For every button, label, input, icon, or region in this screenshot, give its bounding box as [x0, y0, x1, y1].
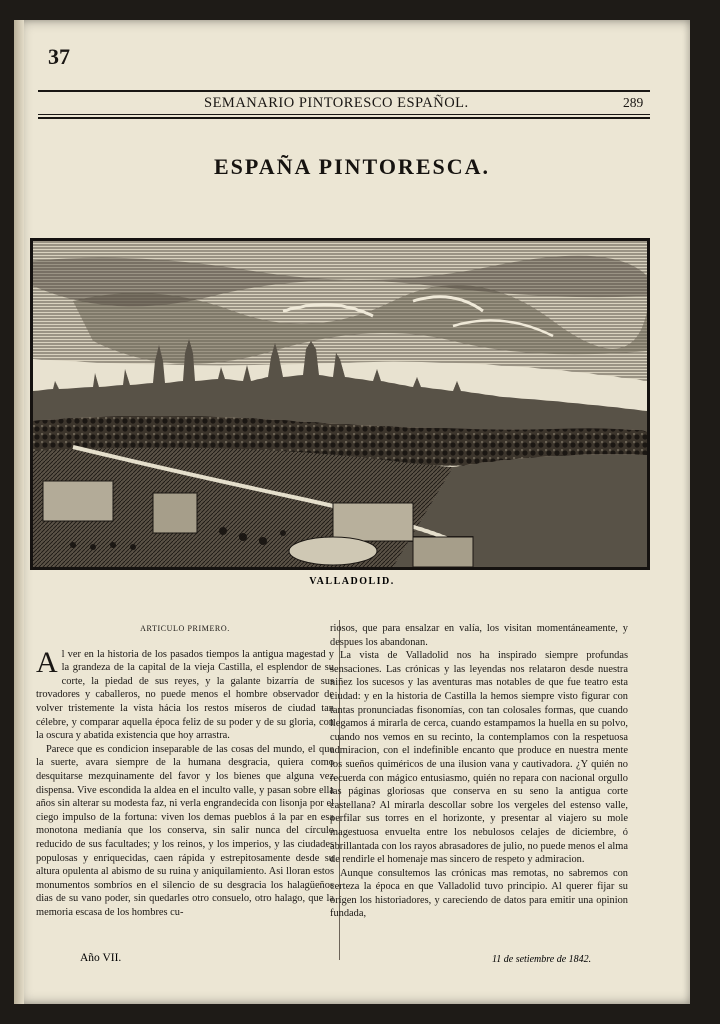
page-number: 289 [623, 95, 644, 110]
newspaper-page [14, 20, 690, 1004]
article-paragraph: La vista de Valladolid nos ha inspirado siempre profundas sensaciones. Las crónicas y las leyendas nos relataron desde nuestra niñez los sucesos y las aventuras mas notables de que fue teatro esta ciudad: y en la historia de Castilla la hemos siempre visto figurar con tantas pronunciadas fisonomías, con tan colosales formas, que cuando llegamos á mirarla de cerca, cuando estampamos la huella en su polvo, cuando nos vemos en su recinto, la contemplamos con la respetuosa admiracion, con el indefinible encanto que produce en nuestra mente los sueños quiméricos de una ilusion vana y cautivadora. ¿Y quién no recuerda con mágico entusiasmo, quién no repara con nacional orgullo las páginas gloriosas que conserva en su seno la antigua corte castellana? Al mirarla descollar sobre los vergeles del estenso valle, perfilar sus torres en el horizonte, y presentar al viajero su mole magestuosa envuelta entre los nebulosos celajes de diciembre, ó abrillantada con los rayos abrasadores de julio, no puede menos el alma de rendirle el homenaje mas sincero de respeto y admiracion. [330, 650, 628, 866]
page-header [38, 44, 650, 120]
article-paragraph: Parece que es condicion inseparable de las cosas del mundo, el que la suerte, avara siempre de la humana desgracia, quiera como desquitarse mezquinamente del favor y los bienes que alguna vez dispensa. Vive escondida la aldea en el inculto valle, y pasan sobre ella años sin alterar su modesta faz, ni verla engrandecida con lisonja por el ciego impulso de la fortuna: viven los demas pueblos á la par en esa monotona medianía que los conserva, sin salir nunca del círculo reducido de sus facultades; y los reinos, y los imperios, y las ciudades populosas y enriquecidas, caen rápida y estrepitosamente desde su altura opulenta al abismo de su ruina y aniquilamiento. Asi lloran estos monumentos sombríos en el silencio de su desgracia los halagüeños dias de su vano poder, sin quedarles otro consuelo, otro halago, que la memoria escasa de los hombres cu- [36, 743, 334, 918]
section-title: ESPAÑA PINTORESCA. [213, 154, 490, 179]
header-rule-bottom [38, 114, 650, 115]
header-rule-bottom-thick [38, 117, 650, 119]
drop-cap: A [36, 645, 58, 679]
article-heading: ARTICULO PRIMERO. [140, 624, 230, 633]
valladolid-engraving [30, 238, 650, 570]
volume-label: Año VII. [80, 952, 122, 964]
issue-number: 37 [48, 44, 70, 69]
article-paragraph: Aunque consultemos las crónicas mas remotas, no sabremos con certeza la época en que Valladolid tuvo principio. Al querer fijar su orígen los historiadores, y careciendo de datos para emitir una opinion fundada, [330, 867, 628, 920]
illustration-caption: VALLADOLID. [309, 576, 395, 587]
header-rule-top [38, 90, 650, 92]
article-column-right [330, 622, 628, 921]
journal-title: SEMANARIO PINTORESCO ESPAÑOL. [204, 95, 469, 111]
article-paragraph: riosos, que para ensalzar en valía, los visitan momentáneamente, y despues los abandonan. [330, 623, 628, 648]
issue-date: 11 de setiembre de 1842. [492, 954, 592, 965]
article-paragraph: Al ver en la historia de los pasados tiempos la antigua magestad y la grandeza de la capital de la vieja Castilla, el esplendor de su corte, la piedad de sus reyes, y la galante bizarría de sus trovadores y caballeros, no puede menos el hombre observador de volver tristemente la vista hácia los restos míseros de ciudad tan célebre, y comparar aquella época feliz de su poder y de su gloria, con la oscura y abatida existencia que hoy arrastra. [36, 645, 334, 742]
article-column-left [36, 622, 334, 919]
